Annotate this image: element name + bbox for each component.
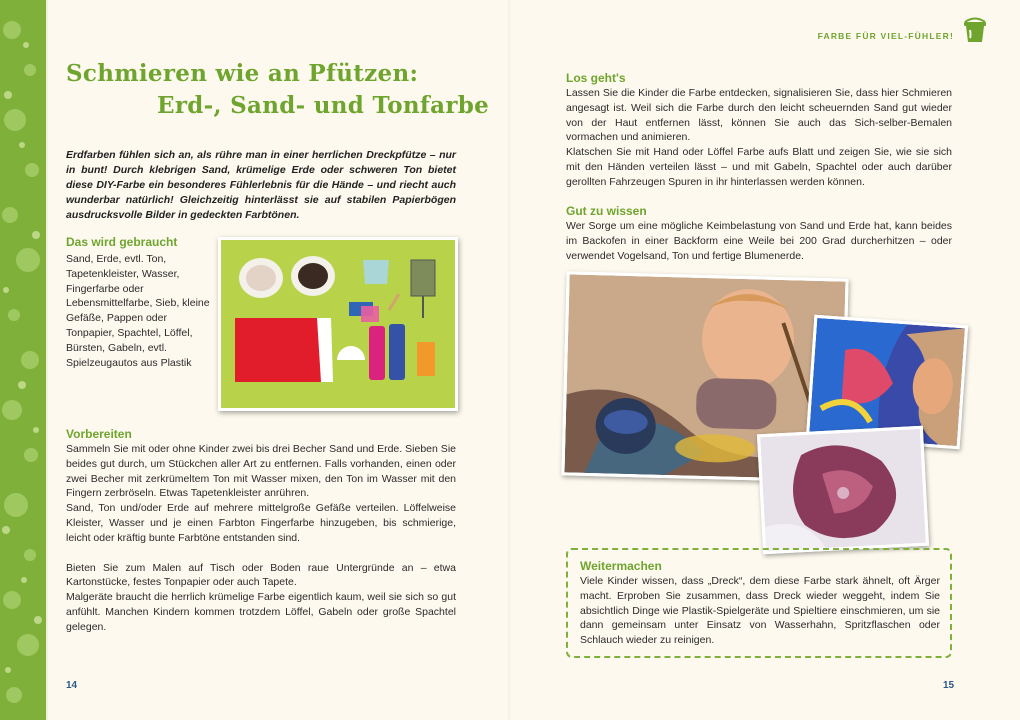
page-fold (508, 0, 512, 720)
prepare-paragraph-2: Sand, Ton und/oder Erde auf mehrere mittelgroße Gefäße verteilen. Löffelweise Kleister, Wasser und je einen Farbton Fingerfarbe hinzugeben, bis schmierige, leicht oder kräftig bunte Farbtöne entstanden sind. (66, 502, 456, 544)
running-head: FARBE FÜR VIEL-FÜHLER! (817, 31, 954, 41)
prepare-heading: Vorbereiten (66, 427, 132, 441)
decorative-border-strip (0, 0, 49, 720)
continue-text: Viele Kinder wissen, dass „Dreck“, dem diese Farbe stark ähnelt, oft Ärger macht. Erproben Sie zusammen, dass Dreck wieder weggeht, indem Sie absichtlich Dinge wie Plastik-Spielgeräte und Spieltiere einschmieren, um sie dann gemeinsam unter Einsatz von Wasserhahn, Spritzflaschen oder Schlauch wieder zu reinigen. (580, 575, 940, 647)
materials-heading: Das wird gebraucht (66, 235, 178, 249)
materials-photo (218, 237, 458, 411)
lets-go-paragraph-2: Klatschen Sie mit Hand oder Löffel Farbe aufs Blatt und zeigen Sie, wie sie sich mit den Händen verteilen lässt – und mit Gabeln, Spachtel oder auch darüber gerollten Fahrzeugen Spuren in ihr hinterlassen werden können. (566, 146, 952, 188)
lets-go-paragraph-1: Lassen Sie die Kinder die Farbe entdecken, signalisieren Sie, dass hier Schmieren angesagt ist. Weil sich die Farbe durch den leicht scheuernden Sand gut wieder von der Haut entfernen lässt, können Sie auch das Sich-selber-Bemalen vormachen und animieren. (566, 87, 952, 144)
materials-text: Sand, Erde, evtl. Ton, Tapetenkleister, Wasser, Fingerfarbe oder Lebensmittelfarbe, Sieb, kleine Gefäße, Pappen oder Tonpapier, Spachtel, Löffel, Bürsten, Gabeln, evtl. Spielzeugautos aus Plastik (66, 253, 210, 369)
page-number-left: 14 (66, 680, 78, 691)
page-title-line1: Schmieren wie an Pfützen: (66, 60, 419, 87)
prepare-text (66, 442, 456, 635)
good-to-know-heading: Gut zu wissen (566, 204, 647, 218)
good-to-know-text: Wer Sorge um eine mögliche Keimbelastung von Sand und Erde hat, kann beides im Backofen in einer Backform eine Weile bei 200 Grad durcherhitzen – oder verwendet Vogelsand, Ton und fertige Blumenerde. (566, 220, 952, 262)
painted-hand-photo (757, 426, 929, 555)
intro-paragraph: Erdfarben fühlen sich an, als rühre man in einer herrlichen Dreckpfütze – nur in bunt! Durch klebrigen Sand, krümelige Erde oder schweren Ton bietet diese DIY-Farbe ein besonderes Fühlerlebnis für die Hände – und riecht auch wunderbar natürlich! Gleichzeitig hinterlässt sie auf stabilen Papierbögen ausdrucksvolle Bilder in gedeckten Farbtönen. (66, 149, 456, 221)
prepare-paragraph-4: Malgeräte braucht die herrlich krümelige Farbe eigentlich kaum, weil sie sich so gut anfühlt. Manchen Kindern kommen trotzdem Löffel, Gabeln oder große Spachtel gelegen. (66, 591, 456, 633)
prepare-paragraph-3: Bieten Sie zum Malen auf Tisch oder Boden raue Untergründe an – etwa Kartonstücke, festes Tonpapier oder auch Tapete. (66, 561, 456, 589)
lets-go-heading: Los geht's (566, 71, 626, 85)
continue-heading: Weitermachen (580, 559, 662, 573)
lets-go-text (566, 86, 952, 190)
page-title-line2: Erd-, Sand- und Tonfarbe (157, 92, 490, 119)
splatter-pattern-icon (0, 0, 46, 720)
paint-pot-icon (962, 16, 988, 44)
page-number-right: 15 (943, 680, 955, 691)
prepare-paragraph-1: Sammeln Sie mit oder ohne Kinder zwei bis drei Becher Sand und Erde. Sieben Sie beides gut durch, um Stückchen aller Art zu entfernen. Falls vorhanden, einen oder zwei Becher mit zerkrümeltem Ton mit Wasser mixen, den Ton im Wasser mit den Fingern zerbröseln. Etwas Tapetenkleister anrühren. (66, 443, 456, 500)
